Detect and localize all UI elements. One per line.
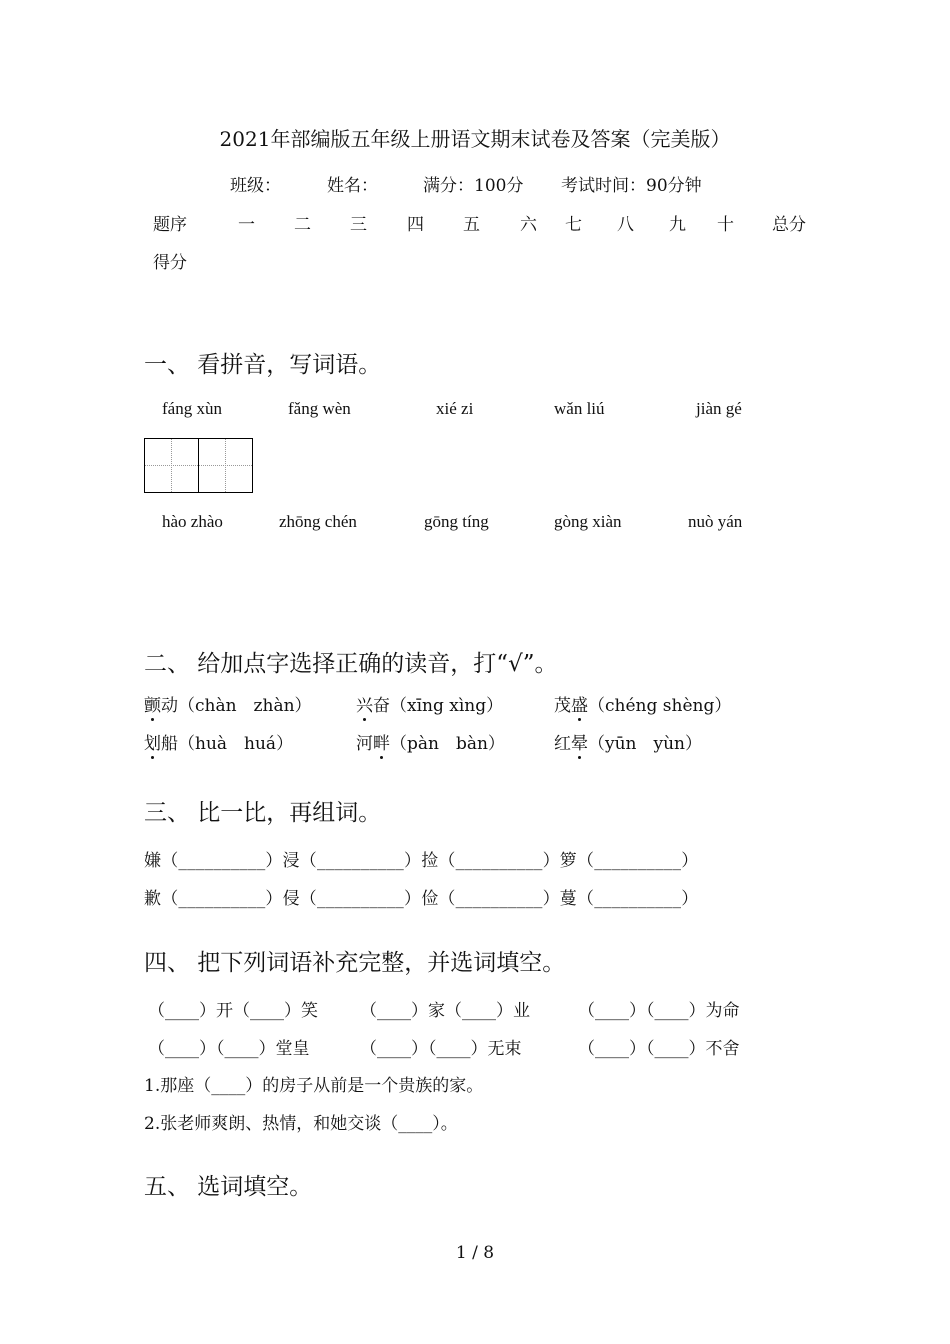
section5-heading: 五、 选词填空。	[144, 1174, 313, 1200]
score-col: 五	[463, 215, 480, 235]
idiom-item: （____）（____）无束	[360, 1039, 522, 1059]
dotted-char: 畔	[373, 729, 390, 754]
score-col: 三	[350, 215, 367, 235]
score-col: 九	[669, 215, 686, 235]
pinyin-item: gōng tíng	[424, 512, 489, 531]
dotted-char: 兴	[356, 691, 373, 716]
reading-item: 红晕（yūn yùn）	[554, 729, 702, 754]
reading-item: 划船（huà huá）	[144, 729, 293, 754]
compare-line: 嫌（__________）浸（__________）捡（__________）箩（__________）	[144, 851, 699, 871]
score-col: 四	[407, 215, 424, 235]
reading-item: 河畔（pàn bàn）	[356, 729, 505, 754]
idiom-item: （____）（____）不舍	[578, 1039, 740, 1059]
compare-line: 歉（__________）侵（__________）俭（__________）蔓（__________）	[144, 889, 699, 909]
name-label: 姓名：	[327, 176, 378, 196]
dotted-char: 盛	[571, 691, 588, 716]
score-col: 八	[617, 215, 634, 235]
score-col: 六	[520, 215, 537, 235]
score-col: 一	[238, 215, 255, 235]
dotted-char: 颤	[144, 691, 161, 716]
reading-item: 兴奋（xīng xìng）	[356, 691, 503, 716]
score-col: 总分	[772, 215, 806, 235]
pinyin-item: hào zhào	[162, 512, 223, 531]
pinyin-item: zhōng chén	[279, 512, 357, 531]
score-col: 十	[717, 215, 734, 235]
section1-heading: 一、 看拼音，写词语。	[144, 352, 382, 378]
pinyin-item: xié zi	[436, 399, 474, 418]
fill-question: 1.那座（____）的房子从前是一个贵族的家。	[144, 1076, 484, 1096]
writing-cell	[144, 438, 199, 493]
reading-item: 颤动（chàn zhàn）	[144, 691, 312, 716]
exam-time: 考试时间：90分钟	[561, 176, 702, 196]
writing-grid	[144, 438, 254, 493]
page-number: 1 / 8	[455, 1243, 495, 1263]
dotted-char: 晕	[571, 729, 588, 754]
pinyin-item: wǎn liú	[554, 399, 605, 418]
section3-heading: 三、 比一比，再组词。	[144, 800, 382, 826]
class-label: 班级：	[230, 176, 281, 196]
pinyin-item: gòng xiàn	[554, 512, 622, 531]
pinyin-item: jiàn gé	[696, 399, 742, 418]
pinyin-item: fǎng wèn	[288, 399, 351, 418]
dotted-char: 划	[144, 729, 161, 754]
score-col: 七	[565, 215, 582, 235]
section4-heading: 四、 把下列词语补充完整，并选词填空。	[144, 950, 566, 976]
score-col: 二	[294, 215, 311, 235]
page-title: 2021年部编版五年级上册语文期末试卷及答案（完美版）	[219, 127, 731, 151]
fill-question: 2.张老师爽朗、热情，和她交谈（____）。	[144, 1114, 458, 1134]
idiom-item: （____）开（____）笑	[148, 1001, 318, 1021]
score-table-row-label: 得分	[153, 253, 187, 273]
score-table-header-label: 题序	[153, 215, 187, 235]
idiom-item: （____）家（____）业	[360, 1001, 530, 1021]
pinyin-item: fáng xùn	[162, 399, 222, 418]
idiom-item: （____）（____）堂皇	[148, 1039, 310, 1059]
pinyin-item: nuò yán	[688, 512, 743, 531]
idiom-item: （____）（____）为命	[578, 1001, 740, 1021]
full-score: 满分：100分	[423, 176, 524, 196]
writing-cell	[198, 438, 253, 493]
section2-heading: 二、 给加点字选择正确的读音，打“√”。	[144, 651, 558, 677]
reading-item: 茂盛（chéng shèng）	[554, 691, 731, 716]
